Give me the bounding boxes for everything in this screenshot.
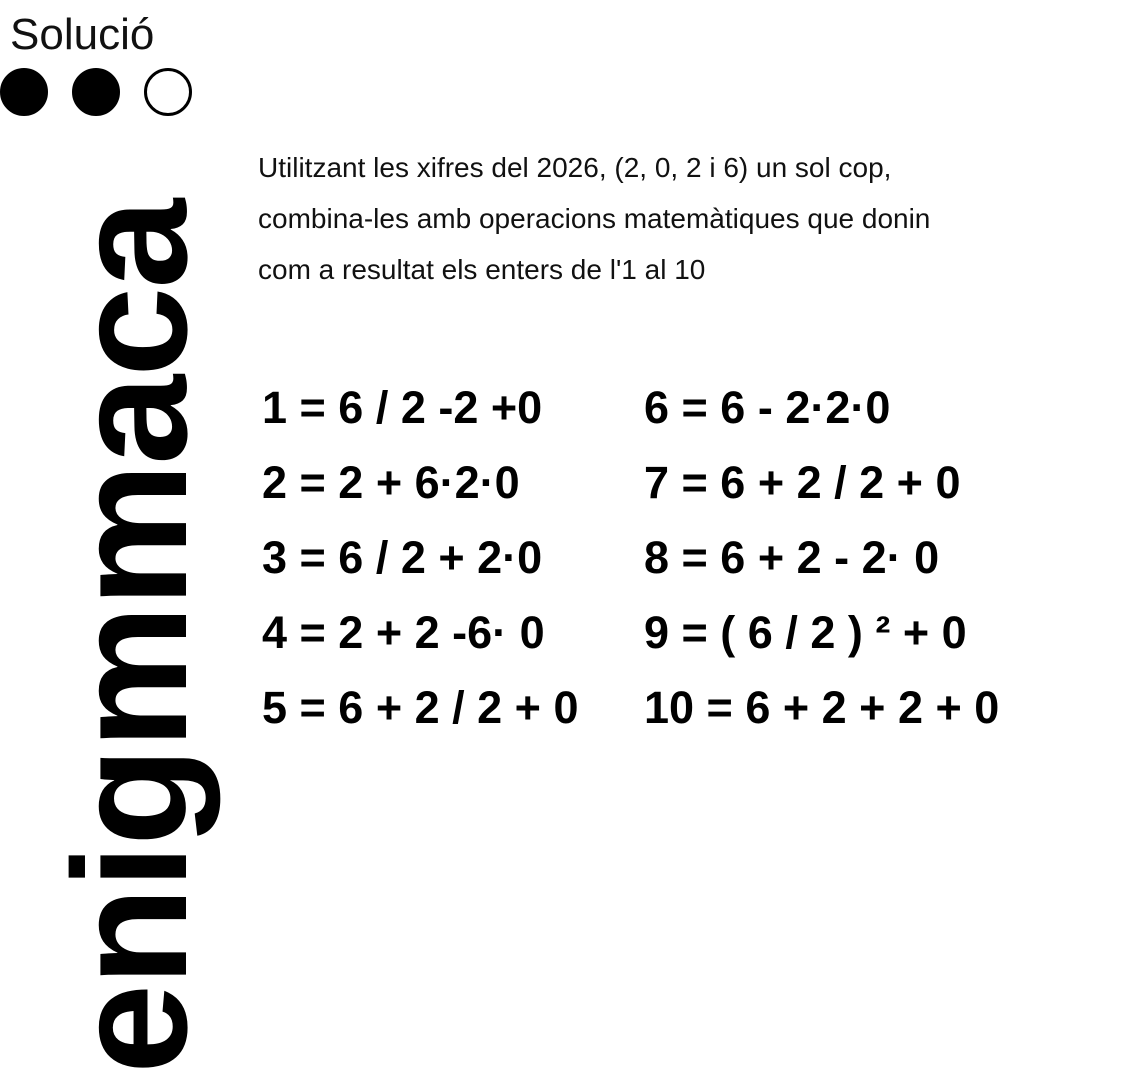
difficulty-dot-filled-icon [72,68,120,116]
solution-equation: 2 = 2 + 6·2·0 [262,457,520,508]
solutions-column-right [644,370,999,745]
solution-equation: 1 = 6 / 2 -2 +0 [262,382,543,433]
difficulty-dot-filled-icon [0,68,48,116]
difficulty-indicator [0,68,200,122]
solution-equation: 6 = 6 - 2·2·0 [644,382,891,433]
solution-equation: 10 = 6 + 2 + 2 + 0 [644,682,1000,733]
difficulty-dot-empty-icon [144,68,192,116]
problem-statement [258,142,1118,295]
header-label: Solució [10,10,155,59]
solution-equation: 5 = 6 + 2 / 2 + 0 [262,682,579,733]
solution-equation: 9 = ( 6 / 2 ) ² + 0 [644,607,967,658]
solutions-column-left [262,370,579,745]
solution-equation: 3 = 6 / 2 + 2·0 [262,532,543,583]
problem-line: combina-les amb operacions matemàtiques que donin [258,203,931,234]
solution-equation: 7 = 6 + 2 / 2 + 0 [644,457,961,508]
solution-equation: 8 = 6 + 2 - 2· 0 [644,532,940,583]
problem-line: com a resultat els enters de l'1 al 10 [258,254,706,285]
solution-equation: 4 = 2 + 2 -6· 0 [262,607,545,658]
enigmmaca-logo: enigmmaca [40,200,221,1074]
problem-line: Utilitzant les xifres del 2026, (2, 0, 2 i 6) un sol cop, [258,152,892,183]
